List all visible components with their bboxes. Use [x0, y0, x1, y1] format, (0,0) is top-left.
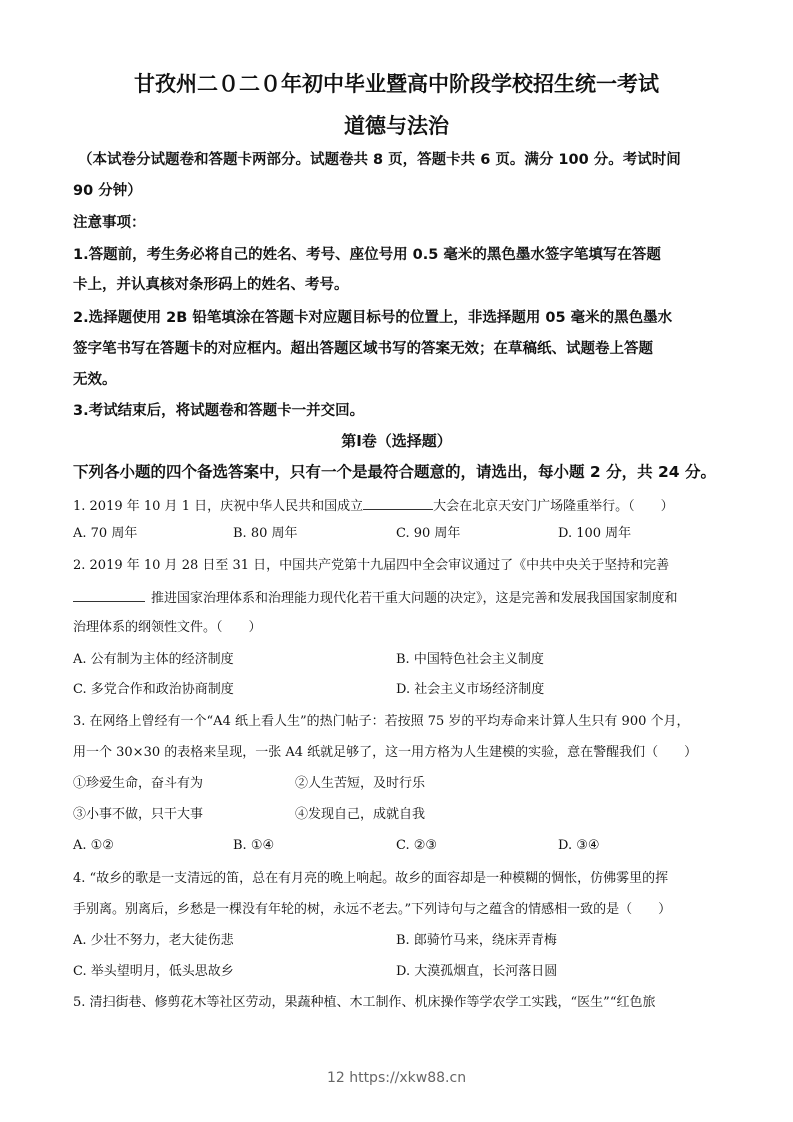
- question-1-stem-b: 大会在北京天安门广场隆重举行。（ ）: [433, 499, 674, 514]
- question-2-option-a: A. 公有制为主体的经济制度: [73, 652, 234, 667]
- notice-line-4: 签字笔书写在答题卡的对应框内。超出答题区域书写的答案无效；在草稿纸、试题卷上答题: [73, 341, 653, 357]
- question-1-stem: [73, 495, 674, 517]
- question-3-statement-4: ④发现自己，成就自我: [295, 807, 426, 822]
- answer-blank: [363, 495, 433, 510]
- question-1-option-a: A. 70 周年: [73, 526, 138, 541]
- question-2-line-2: [73, 587, 678, 609]
- notice-line-1: 1.答题前，考生务必将自己的姓名、考号、座位号用 0.5 毫米的黑色墨水签字笔填写在答题: [73, 247, 661, 263]
- intro-line-2: 90 分钟）: [73, 183, 142, 199]
- question-4-option-b: B. 郎骑竹马来，绕床弄青梅: [396, 933, 557, 948]
- section-instruction: 下列各小题的四个备选答案中，只有一个是最符合题意的，请选出，每小题 2 分，共 24 分。: [73, 463, 716, 481]
- notice-line-5: 无效。: [73, 372, 117, 388]
- question-1-stem-a: 1. 2019 年 10 月 1 日，庆祝中华人民共和国成立: [73, 499, 364, 514]
- question-4-option-c: C. 举头望明月，低头思故乡: [73, 964, 234, 979]
- question-2-option-c: C. 多党合作和政治协商制度: [73, 682, 234, 697]
- notice-line-3: 2.选择题使用 2B 铅笔填涂在答题卡对应题目标号的位置上，非选择题用 05 毫米的黑色墨水: [73, 310, 673, 326]
- question-3-option-c: C. ②③: [396, 838, 438, 853]
- question-2-line-1: 2. 2019 年 10 月 28 日至 31 日，中国共产党第十九届四中全会审议通过了《中共中央关于坚持和完善: [73, 558, 670, 573]
- section-title: 第Ⅰ卷（选择题）: [341, 432, 452, 450]
- question-1-option-d: D. 100 周年: [558, 526, 632, 541]
- question-3-statement-2: ②人生苦短，及时行乐: [295, 776, 426, 791]
- question-5-line-1: 5. 清扫街巷、修剪花木等社区劳动，果蔬种植、木工制作、机床操作等学农学工实践，“医生”“红色旅: [73, 995, 656, 1010]
- intro-line-1: （本试卷分试题卷和答题卡两部分。试题卷共 8 页，答题卡共 6 页。满分 100 分。考试时间: [78, 152, 681, 168]
- question-3-line-1: 3. 在网络上曾经有一个“A4 纸上看人生”的热门帖子：若按照 75 岁的平均寿命来计算人生只有 900 个月，: [73, 714, 690, 729]
- subject-title: 道德与法治: [344, 114, 449, 138]
- notice-line-2: 卡上，并认真核对条形码上的姓名、考号。: [73, 277, 349, 293]
- question-3-option-d: D. ③④: [558, 838, 600, 853]
- page-footer: 12 https://xkw88.cn: [326, 1070, 467, 1086]
- question-2-option-d: D. 社会主义市场经济制度: [396, 682, 545, 697]
- question-1-option-c: C. 90 周年: [396, 526, 461, 541]
- question-3-option-b: B. ①④: [233, 838, 275, 853]
- question-3-line-2: 用一个 30×30 的表格来呈现，一张 A4 纸就足够了，这一用方格为人生建模的实验，意在警醒我们（ ）: [73, 745, 698, 760]
- question-4-line-2: 手别离。别离后，乡愁是一棵没有年轮的树，永远不老去。”下列诗句与之蕴含的情感相一致的是（ ）: [73, 902, 672, 917]
- question-4-line-1: 4. “故乡的歌是一支清远的笛，总在有月亮的晚上响起。故乡的面容却是一种模糊的惆怅，仿佛雾里的挥: [73, 871, 669, 886]
- question-4-option-d: D. 大漠孤烟直，长河落日圆: [396, 964, 558, 979]
- question-2-line-3: 治理体系的纲领性文件。（ ）: [73, 620, 262, 635]
- question-3-statement-3: ③小事不做，只干大事: [73, 807, 204, 822]
- exam-title: 甘孜州二０二０年初中毕业暨高中阶段学校招生统一考试: [134, 72, 659, 96]
- question-4-option-a: A. 少壮不努力，老大徒伤悲: [73, 933, 234, 948]
- question-3-statement-1: ①珍爱生命，奋斗有为: [73, 776, 204, 791]
- question-2-line-2-text: 推进国家治理体系和治理能力现代化若干重大问题的决定》，这是完善和发展我国国家制度和: [151, 591, 678, 606]
- question-3-option-a: A. ①②: [73, 838, 114, 853]
- question-2-option-b: B. 中国特色社会主义制度: [396, 652, 544, 667]
- question-1-option-b: B. 80 周年: [233, 526, 298, 541]
- notice-line-6: 3.考试结束后，将试题卷和答题卡一并交回。: [73, 403, 365, 419]
- notice-title: 注意事项：: [73, 215, 146, 231]
- answer-blank: [73, 587, 145, 602]
